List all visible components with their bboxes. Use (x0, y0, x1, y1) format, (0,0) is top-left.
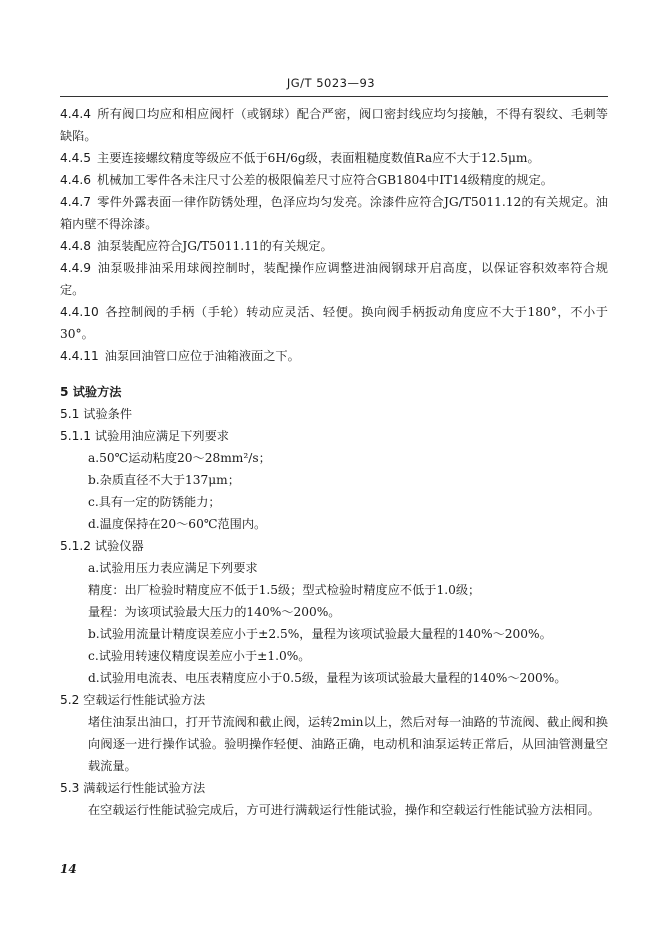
section-5-3-text: 在空载运行性能试验完成后，方可进行满载运行性能试验，操作和空载运行性能试验方法相同。 (88, 803, 600, 817)
clause-text: 油泵装配应符合JG/T5011.11的有关规定。 (97, 239, 333, 253)
clause-text: 油泵吸排油采用球阀控制时，装配操作应调整进油阀钢球开启高度，以保证容积效率符合规定。 (60, 261, 608, 297)
clause-4-4-10 (60, 301, 608, 345)
document-body (60, 103, 608, 821)
clause-number: 4.4.4 (60, 107, 92, 121)
instrument-item-a: a.试验用压力表应满足下列要求 (88, 561, 258, 575)
clause-text: 所有阀口均应和相应阀杆（或钢球）配合严密，阀口密封线应均匀接触，不得有裂纹、毛刺等缺陷。 (60, 107, 608, 143)
page-number: 14 (60, 862, 77, 876)
oil-requirement-item: b.杂质直径不大于137μm； (88, 473, 240, 487)
clause-4-4-11 (60, 345, 608, 367)
section-5-2-title: 5.2 空载运行性能试验方法 (60, 693, 206, 707)
clause-number: 4.4.11 (60, 349, 99, 363)
clause-number: 4.4.8 (60, 239, 92, 253)
clause-number: 4.4.6 (60, 173, 92, 187)
header-rule (60, 96, 608, 97)
clause-number: 4.4.9 (60, 261, 92, 275)
instrument-item-b: b.试验用流量计精度误差应小于±2.5%，量程为该项试验最大量程的140%～200%。 (88, 627, 552, 641)
clause-text: 零件外露表面一律作防锈处理，色泽应均匀发亮。涂漆件应符合JG/T5011.12的有关规定。油箱内壁不得涂漆。 (60, 195, 608, 231)
clause-4-4-5 (60, 147, 608, 169)
clause-4-4-7 (60, 191, 608, 235)
instrument-item-d: d.试验用电流表、电压表精度应小于0.5级，量程为该项试验最大量程的140%～200%。 (88, 671, 567, 685)
section-5-3-title: 5.3 满载运行性能试验方法 (60, 781, 206, 795)
clause-text: 各控制阀的手柄（手轮）转动应灵活、轻便。换向阀手柄扳动角度应不大于180°，不小于30°。 (60, 305, 608, 341)
clause-text: 机械加工零件各未注尺寸公差的极限偏差尺寸应符合GB1804中IT14级精度的规定。 (97, 173, 553, 187)
clause-number: 4.4.7 (60, 195, 92, 209)
section-5-1-2-title: 5.1.2 试验仪器 (60, 539, 144, 553)
clause-number: 4.4.10 (60, 305, 99, 319)
instrument-accuracy: 精度：出厂检验时精度应不低于1.5级；型式检验时精度应不低于1.0级； (88, 583, 481, 597)
instrument-range: 量程：为该项试验最大压力的140%～200%。 (88, 605, 341, 619)
clause-text: 油泵回油管口应位于油箱液面之下。 (104, 349, 300, 363)
clause-4-4-4 (60, 103, 608, 147)
section-5-title: 5 试验方法 (60, 385, 122, 399)
clause-number: 4.4.5 (60, 151, 92, 165)
oil-requirement-item: d.温度保持在20～60℃范围内。 (88, 517, 267, 531)
page-header: JG/T 5023—93 (286, 76, 376, 90)
oil-requirement-item: c.具有一定的防锈能力； (88, 495, 221, 509)
section-5-1-1-title: 5.1.1 试验用油应满足下列要求 (60, 429, 229, 443)
clause-4-4-8 (60, 235, 608, 257)
clause-4-4-9 (60, 257, 608, 301)
section-5-2-text: 堵住油泵出油口，打开节流阀和截止阀，运转2min以上，然后对每一油路的节流阀、截止阀和换向阀逐一进行操作试验。验明操作轻便、油路正确，电动机和油泵运转正常后，从回油管测量空载流量。 (88, 715, 608, 773)
instrument-item-c: c.试验用转速仪精度误差应小于±1.0%。 (88, 649, 311, 663)
section-5-1-title: 5.1 试验条件 (60, 407, 133, 421)
oil-requirement-item: a.50℃运动粘度20～28mm²/s； (88, 451, 271, 465)
clause-4-4-6 (60, 169, 608, 191)
clause-text: 主要连接螺纹精度等级应不低于6H/6g级，表面粗糙度数值Ra应不大于12.5μm。 (97, 151, 540, 165)
